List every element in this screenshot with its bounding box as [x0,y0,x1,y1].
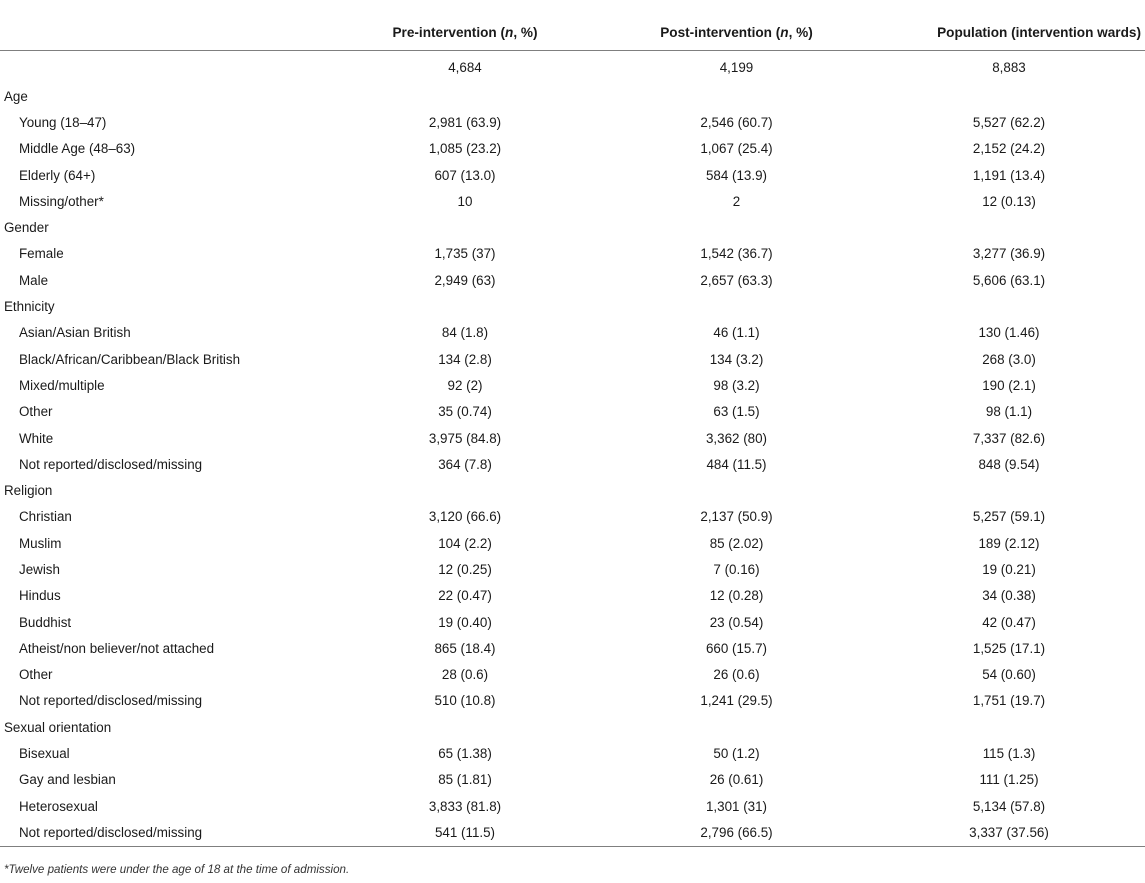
pre-intervention-cell: 3,120 (66.6) [428,509,502,525]
section-empty-cell [600,83,873,109]
population-cell: 34 (0.38) [982,588,1036,604]
population-cell: 190 (2.1) [982,377,1036,393]
pre-intervention-cell: 92 (2) [447,377,483,393]
population-cell: 5,134 (57.8) [972,798,1046,814]
post-intervention-cell: 26 (0.6) [713,667,760,683]
population-cell: 1,191 (13.4) [972,167,1046,183]
section-row [0,214,1145,240]
post-intervention-cell: 2,657 (63.3) [700,272,773,288]
post-intervention-cell: 50 (1.2) [713,746,760,762]
population-cell: 2,152 (24.2) [972,141,1046,157]
pre-intervention-cell: 10 [457,193,473,209]
table-row [0,320,1145,346]
population-cell: 54 (0.60) [982,667,1036,683]
table-row [0,451,1145,477]
row-label: Hindus [19,588,61,604]
table-row [0,740,1145,766]
table-row [0,136,1145,162]
pre-intervention-cell: 364 (7.8) [438,456,492,472]
post-intervention-cell: 2,137 (50.9) [700,509,773,525]
section-empty-cell [873,477,1145,503]
total-population-cell: 8,883 [992,59,1026,75]
post-intervention-cell: 134 (3.2) [709,351,764,367]
pre-intervention-cell: 22 (0.47) [438,588,492,604]
table-row [0,425,1145,451]
section-title: Age [4,88,28,104]
row-label: Young (18–47) [19,114,107,130]
post-intervention-cell: 98 (3.2) [713,377,760,393]
pre-intervention-cell: 84 (1.8) [441,325,489,341]
section-row [0,477,1145,503]
pre-intervention-cell: 134 (2.8) [438,351,492,367]
table-row [0,372,1145,398]
section-empty-cell [330,293,600,319]
population-cell: 3,337 (37.56) [873,819,1145,846]
section-row [0,83,1145,109]
row-label: Other [19,667,53,683]
population-cell: 1,751 (19.7) [972,693,1046,709]
section-empty-cell [600,477,873,503]
population-cell: 98 (1.1) [985,404,1033,420]
post-intervention-cell: 1,301 (31) [705,798,768,814]
post-intervention-cell: 23 (0.54) [709,614,764,630]
row-label: Gay and lesbian [19,772,116,788]
population-cell: 3,277 (36.9) [972,246,1046,262]
pre-intervention-cell: 3,833 (81.8) [428,798,502,814]
pre-intervention-cell: 2,949 (63) [434,272,496,288]
row-label: Mixed/multiple [19,377,105,393]
table-row [0,346,1145,372]
post-intervention-cell: 2,546 (60.7) [700,114,773,130]
section-empty-cell [873,214,1145,240]
table-row [0,109,1145,135]
population-cell: 848 (9.54) [978,456,1040,472]
demographics-table [0,14,1145,847]
pre-intervention-cell: 541 (11.5) [330,819,600,846]
population-cell: 115 (1.3) [982,746,1036,762]
table-row [0,162,1145,188]
post-intervention-cell: 3,362 (80) [705,430,768,446]
post-intervention-cell: 1,067 (25.4) [700,141,773,157]
section-empty-cell [330,477,600,503]
section-title: Sexual orientation [4,719,112,735]
header-row [0,14,1145,51]
row-label: Asian/Asian British [19,325,131,341]
pre-intervention-cell: 85 (1.81) [438,772,492,788]
pre-intervention-cell: 104 (2.2) [438,535,492,551]
pre-intervention-cell: 1,085 (23.2) [428,141,502,157]
section-title: Gender [4,220,49,236]
post-intervention-cell: 1,542 (36.7) [700,246,773,262]
row-label: Other [19,404,53,420]
population-cell: 12 (0.13) [982,193,1036,209]
table-row [0,267,1145,293]
population-cell: 19 (0.21) [982,561,1036,577]
pre-intervention-cell: 35 (0.74) [438,404,492,420]
table-row [0,767,1145,793]
pre-intervention-cell: 607 (13.0) [434,167,496,183]
section-empty-cell [873,714,1145,740]
table-row [0,609,1145,635]
row-label: Muslim [19,535,62,551]
header-population: Population (intervention wards) [873,14,1145,51]
header-pre-intervention: Pre-intervention (n, %) [330,14,600,51]
row-label: Not reported/disclosed/missing [19,456,203,472]
pre-intervention-cell: 65 (1.38) [438,746,492,762]
pre-intervention-cell: 865 (18.4) [434,640,496,656]
row-label: Elderly (64+) [19,167,96,183]
section-row [0,293,1145,319]
pre-intervention-cell: 1,735 (37) [434,246,496,262]
post-intervention-cell: 85 (2.02) [709,535,764,551]
table-row [0,819,1145,846]
row-label: Atheist/non believer/not attached [19,640,215,656]
population-cell: 111 (1.25) [979,772,1039,788]
row-label: Buddhist [19,614,72,630]
section-empty-cell [330,83,600,109]
post-intervention-cell: 660 (15.7) [705,640,768,656]
population-cell: 5,257 (59.1) [972,509,1046,525]
section-empty-cell [873,293,1145,319]
post-intervention-cell: 7 (0.16) [713,561,760,577]
row-label: Heterosexual [19,798,98,814]
row-label: Not reported/disclosed/missing [19,693,203,709]
table-row [0,583,1145,609]
section-empty-cell [330,714,600,740]
row-label: Black/African/Caribbean/Black British [19,351,241,367]
header-post-intervention: Post-intervention (n, %) [600,14,873,51]
post-intervention-cell: 12 (0.28) [709,588,764,604]
population-cell: 7,337 (82.6) [972,430,1046,446]
pre-intervention-cell: 2,981 (63.9) [428,114,502,130]
post-intervention-cell: 1,241 (29.5) [700,693,773,709]
table-row [0,556,1145,582]
totals-label-cell [0,51,330,84]
population-cell: 5,606 (63.1) [972,272,1046,288]
row-label: Not reported/disclosed/missing [0,819,330,846]
row-label: Male [19,272,49,288]
row-label: Bisexual [19,746,70,762]
population-cell: 268 (3.0) [982,351,1036,367]
population-cell: 1,525 (17.1) [972,640,1046,656]
pre-intervention-cell: 28 (0.6) [441,667,489,683]
post-intervention-cell: 2,796 (66.5) [600,819,873,846]
table-row [0,793,1145,819]
table-footnote: *Twelve patients were under the age of 18 at the time of admission. [4,863,350,876]
table-body [0,51,1145,847]
section-title: Ethnicity [4,299,55,315]
pre-intervention-cell: 19 (0.40) [438,614,492,630]
table-row [0,241,1145,267]
row-label: Jewish [19,561,60,577]
totals-row [0,51,1145,84]
table-row [0,188,1145,214]
post-intervention-cell: 2 [732,193,741,209]
total-pre-cell: 4,684 [448,59,482,75]
row-label: Christian [19,509,72,525]
section-title: Religion [4,483,53,499]
post-intervention-cell: 484 (11.5) [706,456,767,472]
section-empty-cell [330,214,600,240]
population-cell: 189 (2.12) [978,535,1040,551]
table-header [0,14,1145,51]
row-label: Female [19,246,64,262]
table-row [0,504,1145,530]
pre-intervention-cell: 12 (0.25) [438,561,492,577]
post-intervention-cell: 26 (0.61) [709,772,764,788]
table-row [0,530,1145,556]
section-empty-cell [600,714,873,740]
row-label: Middle Age (48–63) [19,141,136,157]
population-cell: 130 (1.46) [978,325,1040,341]
header-label-column [0,14,330,51]
table-row [0,688,1145,714]
population-cell: 42 (0.47) [982,614,1036,630]
section-empty-cell [873,83,1145,109]
pre-intervention-cell: 510 (10.8) [434,693,496,709]
total-post-cell: 4,199 [719,59,754,75]
row-label: White [19,430,54,446]
pre-intervention-cell: 3,975 (84.8) [428,430,502,446]
post-intervention-cell: 63 (1.5) [713,404,760,420]
post-intervention-cell: 584 (13.9) [705,167,768,183]
row-label: Missing/other* [19,193,104,209]
table-row [0,635,1145,661]
section-row [0,714,1145,740]
table-row [0,662,1145,688]
table-row [0,399,1145,425]
post-intervention-cell: 46 (1.1) [713,325,760,341]
population-cell: 5,527 (62.2) [972,114,1046,130]
section-empty-cell [600,293,873,319]
section-empty-cell [600,214,873,240]
